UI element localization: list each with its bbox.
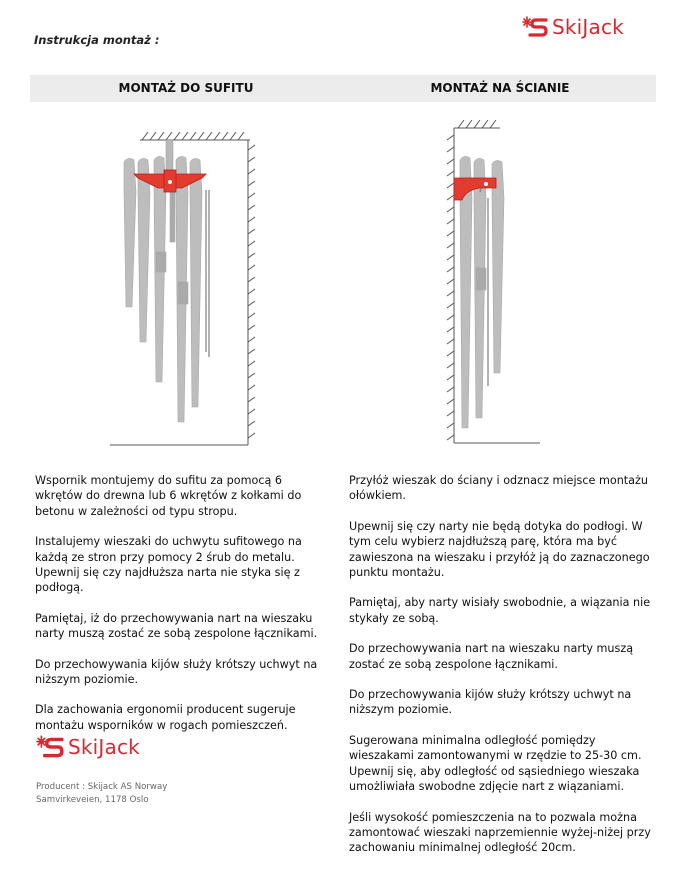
ceiling-mount-title: MONTAŻ DO SUFITU — [118, 81, 254, 95]
wall-paragraph: Pamiętaj, aby narty wisiały swobodnie, a wiązania nie stykały ze sobą. — [349, 596, 651, 625]
snowflake-s-icon — [36, 733, 64, 761]
wall-mount-title: MONTAŻ NA ŚCIANIE — [430, 81, 570, 95]
wall-paragraph: Sugerowana minimalna odległość pomiędzy wieszakami zamontowanymi w rzędzie to 25-30 cm. Upewnij się, aby odległość od sąsiedniego wieszaka umożliwiała swobodne zdjęcie nart z wiązaniami. — [349, 733, 642, 794]
brand-logo — [522, 14, 624, 40]
ceiling-paragraph: Pamiętaj, iż do przechowywania nart na wieszaku narty muszą zostać ze sobą zespolone łącznikami. — [35, 611, 318, 641]
ceiling-instructions — [35, 473, 331, 748]
brand-name: SkiJack — [68, 735, 140, 759]
ceiling-paragraph: Instalujemy wieszaki do uchwytu sufitowego na każdą ze stron przy pomocy 2 śrub do metalu. Upewnij się czy najdłuższa narta nie styka się z podłogą. — [35, 535, 302, 595]
ceiling-mount-illustration — [110, 132, 260, 452]
ski-pairs — [460, 156, 504, 428]
wall-paragraph: Upewnij się czy narty nie będą dotyka do podłogi. W tym celu wybierz najdłuższą parę, która ma być zawieszona na wieszaku i przyłóż ją do zaznaczonego punktu montażu. — [349, 519, 650, 580]
ceiling-paragraph: Wspornik montujemy do sufitu za pomocą 6 wkrętów do drewna lub 6 wkrętów z kołkami do betonu w zależności od typu stropu. — [35, 474, 302, 518]
producer-address: Samvirkeveien, 1178 Oslo — [36, 795, 149, 805]
brand-name: SkiJack — [552, 15, 624, 39]
intro-label: Instrukcja montaż : — [34, 33, 160, 47]
wall-mount-illustration — [430, 118, 550, 448]
wall-paragraph: Do przechowywania nart na wieszaku narty muszą zostać ze sobą zespolone łącznikami. — [349, 642, 634, 671]
wall-paragraph: Jeśli wysokość pomieszczenia na to pozwala można zamontować wieszaki naprzemiennie wyżej-niżej przy zachowaniu minimalnej odległość 20cm. — [349, 810, 651, 855]
wall-paragraph: Przyłóż wieszak do ściany i odznacz miejsce montażu ołówkiem. — [349, 474, 649, 503]
producer-info — [36, 781, 167, 807]
wall-paragraph: Do przechowywania kijów służy krótszy uchwyt na niższym poziomie. — [349, 688, 632, 717]
wall-hatch — [248, 140, 255, 445]
ceiling-paragraph: Dla zachowania ergonomii producent sugeruje montażu wsporników w rogach pomieszczeń. — [35, 703, 296, 732]
wall-hatch — [447, 128, 454, 443]
brand-logo-bottom — [36, 733, 140, 761]
ceiling-hatch — [140, 132, 250, 140]
snowflake-s-icon — [522, 14, 548, 40]
ceiling-paragraph: Do przechowywania kijów służy krótszy uchwyt na niższym poziomie. — [35, 657, 318, 687]
wall-instructions — [349, 473, 651, 871]
producer-line: Producent : Skijack AS Norway — [36, 782, 168, 792]
ceiling-hatch — [454, 120, 500, 128]
ski-pairs — [124, 156, 202, 422]
